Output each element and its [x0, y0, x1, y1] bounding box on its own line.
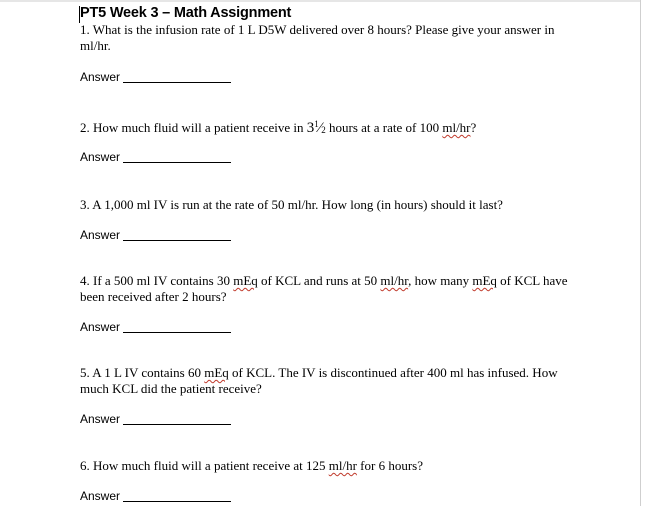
page-top-edge [0, 0, 640, 2]
answer-6[interactable] [80, 489, 231, 503]
question-text: 5. A 1 L IV contains 60 [80, 365, 205, 380]
answer-2[interactable] [80, 150, 231, 164]
fraction-whole: 3 [306, 120, 315, 136]
fraction-denominator: 2 [321, 125, 326, 135]
answer-blank-line[interactable] [123, 162, 231, 163]
question-text: of KCL and runs at 50 [257, 273, 381, 288]
answer-4[interactable] [80, 320, 231, 334]
spellcheck-word[interactable]: mEq [204, 365, 229, 380]
spellcheck-word[interactable]: ml/hr [442, 120, 471, 135]
question-text: for 6 hours? [356, 458, 423, 473]
question-5[interactable] [80, 365, 560, 397]
page-right-margin-line [640, 0, 641, 506]
question-3[interactable]: 3. A 1,000 ml IV is run at the rate of 50 ml/hr. How long (in hours) should it last? [80, 197, 503, 212]
question-6[interactable] [80, 458, 600, 474]
answer-3[interactable] [80, 228, 231, 242]
question-1[interactable]: 1. What is the infusion rate of 1 L D5W delivered over 8 hours? Please give your answer in ml/hr. [80, 22, 555, 53]
question-4[interactable] [80, 273, 570, 305]
answer-label: Answer [80, 150, 121, 164]
mixed-fraction [307, 120, 326, 136]
answer-label: Answer [80, 320, 121, 334]
answer-blank-line[interactable] [123, 332, 231, 333]
question-text: 6. How much fluid will a patient receive at 125 [80, 458, 329, 473]
answer-blank-line[interactable] [123, 501, 231, 502]
answer-blank-line[interactable] [123, 424, 231, 425]
answer-label: Answer [80, 412, 121, 426]
spellcheck-word[interactable]: ml/hr [380, 273, 409, 288]
document-title[interactable]: PT5 Week 3 – Math Assignment [80, 5, 292, 21]
question-text: 2. How much fluid will a patient receive in [80, 120, 307, 135]
question-text: of KCL have been received after 2 hours? [80, 273, 568, 304]
answer-5[interactable] [80, 412, 231, 426]
answer-label: Answer [80, 70, 121, 84]
fraction-slash: ⁄ [318, 120, 322, 136]
fraction-numerator: 1 [314, 119, 319, 129]
answer-label: Answer [80, 489, 121, 503]
answer-blank-line[interactable] [123, 240, 231, 241]
question-text: ? [470, 120, 477, 135]
answer-blank-line[interactable] [123, 82, 231, 83]
question-text: , how many [408, 273, 473, 288]
question-text: 4. If a 500 ml IV contains 30 [80, 273, 234, 288]
spellcheck-word[interactable]: ml/hr [328, 458, 357, 473]
question-text: hours at a rate of 100 [325, 120, 443, 135]
question-2[interactable] [80, 116, 600, 138]
spellcheck-word[interactable]: mEq [472, 273, 497, 288]
answer-1[interactable] [80, 70, 231, 84]
answer-label: Answer [80, 228, 121, 242]
spellcheck-word[interactable]: mEq [233, 273, 258, 288]
question-text: of KCL. The IV is discontinued after 400 ml has infused. How much KCL did the patient receive? [80, 365, 558, 396]
